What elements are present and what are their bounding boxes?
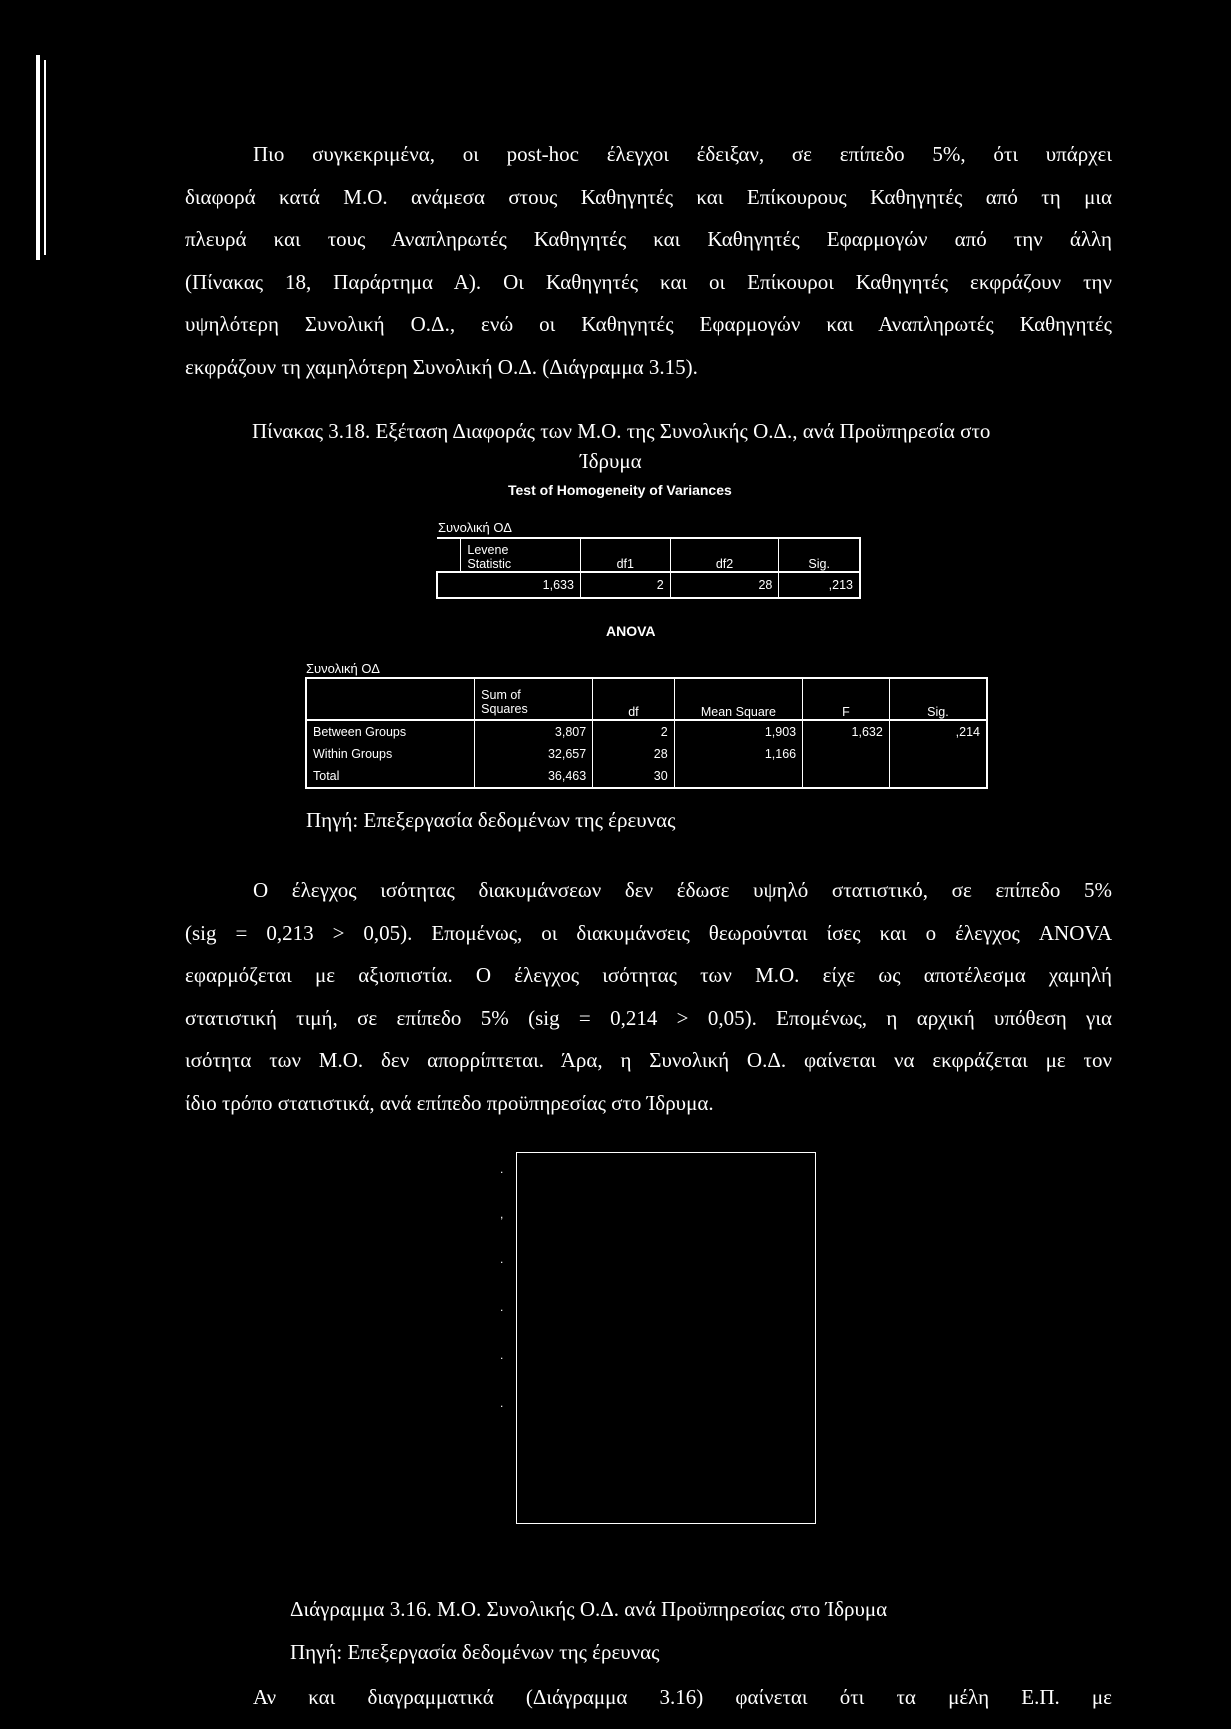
paragraph-line: υψηλότερη Συνολική Ο.Δ., ενώ οι Καθηγητές Εφαρμογών και Αναπληρωτές Καθηγητές (185, 312, 1112, 336)
chart-caption: Διάγραμμα 3.16. Μ.Ο. Συνολικής Ο.Δ. ανά Προϋπηρεσίας στο Ίδρυμα (290, 1597, 888, 1621)
chart-axis-tick-mark: . (500, 1396, 504, 1410)
levene-table (436, 537, 861, 599)
chart-axis-tick-mark: , (500, 1207, 504, 1221)
levene-header-sig: Sig. (779, 538, 860, 572)
anova-df: 30 (593, 765, 674, 788)
paragraph-line: στατιστική τιμή, σε επίπεδο 5% (sig = 0,214 > 0,05). Επομένως, η αρχική υπόθεση για (185, 1005, 1112, 1030)
levene-row-gap (437, 572, 461, 598)
levene-statistic: 1,633 (461, 572, 581, 598)
levene-header-line: Statistic (467, 557, 512, 571)
levene-sig: ,213 (779, 572, 860, 598)
anova-corner (306, 678, 475, 720)
anova-df: 28 (593, 743, 674, 765)
anova-sum: 32,657 (475, 743, 593, 765)
paragraph-1 (185, 133, 1112, 388)
chart-axis-tick-mark: . (500, 1162, 504, 1176)
table-row (306, 720, 987, 743)
paragraph-line: (Πίνακας 18, Παράρτημα Α). Οι Καθηγητές και οι Επίκουροι Καθηγητές εκφράζουν την (185, 269, 1112, 294)
anova-header-sum (475, 678, 593, 720)
table-row (306, 765, 987, 788)
paragraph-line: Αν και διαγραμματικά (Διάγραμμα 3.16) φαίνεται ότι τα μέλη Ε.Π. με (253, 1685, 1112, 1709)
anova-header-sig: Sig. (889, 678, 987, 720)
anova-dependent-label: Συνολική ΟΔ (306, 661, 380, 676)
levene-title: Test of Homogeneity of Variances (508, 482, 732, 498)
paragraph-line: ίδιο τρόπο στατιστικά, ανά επίπεδο προϋπηρεσίας στο Ίδρυμα. (185, 1090, 714, 1115)
left-margin-bar (36, 55, 40, 260)
source-note-table: Πηγή: Επεξεργασία δεδομένων της έρευνας (306, 808, 676, 832)
paragraph-line: Ο έλεγχος ισότητας διακυμάνσεων δεν έδωσε υψηλό στατιστικό, σε επίπεδο 5% (253, 878, 1112, 902)
chart-axis-tick-mark: . (500, 1348, 504, 1362)
paragraph-line: εφαρμόζεται με αξιοπιστία. Ο έλεγχος ισότητας των Μ.Ο. είχε ως αποτέλεσμα χαμηλή (185, 963, 1112, 987)
anova-mean: 1,166 (674, 743, 802, 765)
paragraph-line: πλευρά και τους Αναπληρωτές Καθηγητές και Καθηγητές Εφαρμογών από την άλλη (185, 227, 1112, 251)
levene-corner (437, 538, 461, 572)
anova-mean (674, 765, 802, 788)
anova-header-line: Squares (481, 701, 528, 716)
anova-sum: 3,807 (475, 720, 593, 743)
anova-row-label: Between Groups (306, 720, 475, 743)
levene-header-df1: df1 (580, 538, 670, 572)
anova-sig: ,214 (889, 720, 987, 743)
anova-sig (889, 743, 987, 765)
levene-header-statistic (461, 538, 581, 572)
anova-header-line: Sum of (481, 687, 521, 702)
anova-f: 1,632 (803, 720, 890, 743)
levene-df2: 28 (670, 572, 779, 598)
anova-sum: 36,463 (475, 765, 593, 788)
chart-plot-area (516, 1152, 816, 1524)
anova-sig (889, 765, 987, 788)
paragraph-line: (sig = 0,213 > 0,05). Επομένως, οι διακυμάνσεις θεωρούνται ίσες και ο έλεγχος ANOVA (185, 920, 1112, 945)
paragraph-line: Πιο συγκεκριμένα, οι post-hoc έλεγχοι έδειξαν, σε επίπεδο 5%, ότι υπάρχει (253, 142, 1112, 166)
levene-dependent-label: Συνολική ΟΔ (438, 520, 512, 535)
anova-f (803, 743, 890, 765)
paragraph-2 (185, 869, 1112, 1124)
levene-df1: 2 (580, 572, 670, 598)
paragraph-line: εκφράζουν τη χαμηλότερη Συνολική Ο.Δ. (Διάγραμμα 3.15). (185, 354, 698, 379)
anova-header-f: F (803, 678, 890, 720)
anova-title: ANOVA (606, 623, 656, 639)
table-caption-line2: Ίδρυμα (580, 449, 642, 473)
left-margin-bar-thin (44, 60, 46, 255)
table-row (306, 743, 987, 765)
chart-axis-tick-mark: . (500, 1252, 504, 1266)
source-note-chart: Πηγή: Επεξεργασία δεδομένων της έρευνας (290, 1640, 660, 1664)
anova-header-mean: Mean Square (674, 678, 802, 720)
paragraph-line: ισότητα των Μ.Ο. δεν απορρίπτεται. Άρα, η Συνολική Ο.Δ. φαίνεται να εκφράζεται με τον (185, 1048, 1112, 1072)
anova-row-label: Within Groups (306, 743, 475, 765)
anova-df: 2 (593, 720, 674, 743)
anova-f (803, 765, 890, 788)
anova-table (305, 677, 988, 789)
levene-header-line: Levene (467, 543, 509, 557)
anova-row-label: Total (306, 765, 475, 788)
paragraph-line: διαφορά κατά Μ.Ο. ανάμεσα στους Καθηγητές και Επίκουρους Καθηγητές από τη μια (185, 184, 1112, 209)
anova-mean: 1,903 (674, 720, 802, 743)
table-caption-line1: Πίνακας 3.18. Εξέταση Διαφοράς των Μ.Ο. της Συνολικής Ο.Δ., ανά Προϋπηρεσία στο (252, 419, 991, 443)
levene-header-df2: df2 (670, 538, 779, 572)
chart-axis-tick-mark: . (500, 1300, 504, 1314)
paragraph-3 (185, 1676, 1112, 1719)
anova-header-df: df (593, 678, 674, 720)
